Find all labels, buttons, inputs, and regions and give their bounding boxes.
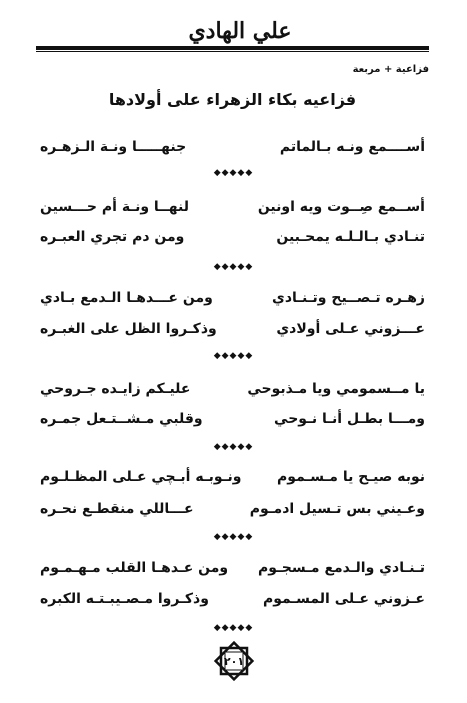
page-number: ٢٠١ — [223, 654, 245, 668]
verse-line — [40, 498, 425, 520]
verse-line — [40, 318, 425, 340]
verse-hemistich-left: لنهــا ونـة أم حـــسين — [40, 199, 189, 215]
verse-line — [40, 557, 425, 579]
verse-line — [40, 378, 425, 400]
header-divider-thin — [36, 51, 429, 52]
verse-hemistich-left: وذكـروا الظل على الغبـره — [40, 321, 217, 337]
verse-hemistich-right: عـزوني عـلى المسـموم — [262, 591, 425, 607]
verse-hemistich-left: ومن دم تجري العبـره — [40, 229, 185, 245]
verse-hemistich-left: عليـكم زايـده جـروحي — [40, 381, 191, 397]
verse-hemistich-left: ونـوبـه أبـچي عـلى المظـلـوم — [40, 469, 242, 485]
header-divider — [36, 46, 429, 50]
verse-line — [40, 588, 425, 610]
verse-line — [40, 466, 425, 488]
category-label: فزاعية + مربعة — [352, 64, 429, 75]
verse-hemistich-right: نوبه صيـح يا مـسـموم — [277, 469, 425, 485]
stanza-separator: ◆◆◆◆◆ — [213, 623, 254, 633]
verse-line — [40, 196, 425, 218]
verse-line — [40, 408, 425, 430]
stanza-separator: ◆◆◆◆◆ — [213, 262, 254, 272]
verse-hemistich-left: ومن عـــدهـا الـدمع بـادي — [40, 290, 213, 306]
verse-hemistich-right: أســــمع ونـه بـالماتم — [279, 139, 425, 155]
verse-hemistich-left: وقلبي مـشــتـعل جمـره — [40, 411, 203, 427]
header-title: علي الهادي — [188, 18, 292, 44]
verse-hemistich-right: تنـادي بـالـلـه يمحـبين — [276, 229, 425, 245]
stanza-separator: ◆◆◆◆◆ — [213, 442, 254, 452]
verse-hemistich-left: جنهـــــا ونـة الـزهـره — [40, 139, 187, 155]
verse-hemistich-right: أســمع صِــوت ويه اونين — [257, 199, 425, 215]
stanza-separator: ◆◆◆◆◆ — [213, 532, 254, 542]
verse-hemistich-left: عـــاللي منقطـع نحـره — [40, 501, 194, 517]
verse-line — [40, 287, 425, 309]
verse-line — [40, 136, 425, 158]
verse-hemistich-right: زهـره تـصــيح وتـنـادي — [271, 290, 425, 306]
page-number-ornament — [213, 640, 255, 682]
verse-hemistich-right: يا مــسمومي ويا مـذبوحي — [247, 381, 425, 397]
stanza-separator: ◆◆◆◆◆ — [213, 168, 254, 178]
verse-hemistich-right: تـنـادي والـدمع مـسجـوم — [257, 560, 425, 576]
verse-hemistich-left: ومن عـدهـا القلب مـهـمـوم — [40, 560, 229, 576]
verse-hemistich-left: وذكـروا مـصـيبـتـه الكبره — [40, 591, 209, 607]
verse-hemistich-right: وعـيني بس تـسيل ادمـوم — [249, 501, 425, 517]
stanza-separator: ◆◆◆◆◆ — [213, 351, 254, 361]
poem-title: فزاعيه بكاء الزهراء على أولادها — [108, 90, 357, 109]
verse-line — [40, 226, 425, 248]
verse-hemistich-right: عـــزوني عـلى أولادي — [276, 321, 425, 337]
verse-hemistich-right: ومـــا بطـل أنـا نـوحي — [274, 411, 425, 427]
